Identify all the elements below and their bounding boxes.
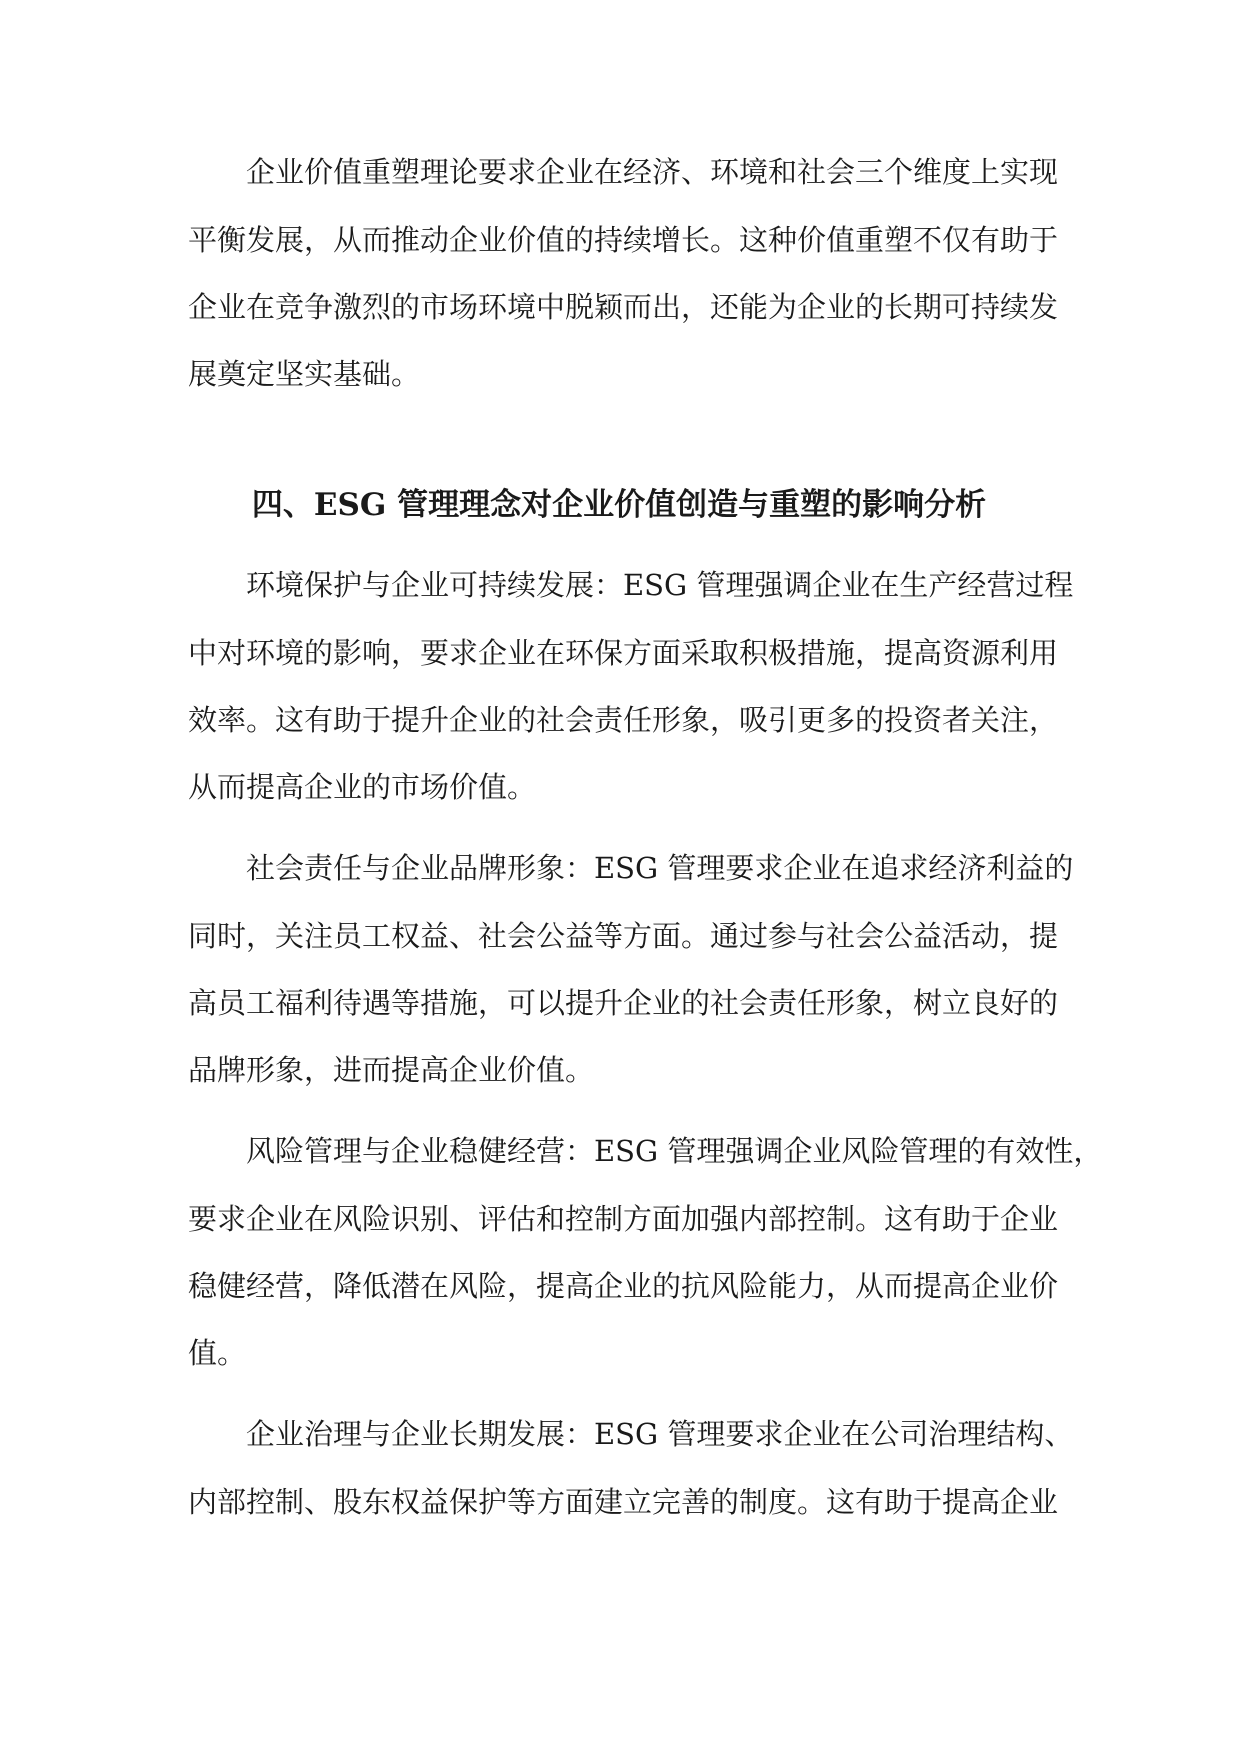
paragraph-1-line-2: 平衡发展，从而推动企业价值的持续增长。这种价值重塑不仅有助于 [188, 223, 1059, 257]
paragraph-2-line-1: 环境保护与企业可持续发展：ESG 管理强调企业在生产经营过程 [246, 568, 1074, 602]
paragraph-3-line-3: 高员工福利待遇等措施，可以提升企业的社会责任形象，树立良好的 [188, 986, 1059, 1020]
paragraph-2-line-2: 中对环境的影响，要求企业在环保方面采取积极措施，提高资源利用 [188, 636, 1059, 670]
paragraph-4-line-4: 值。 [188, 1336, 247, 1370]
paragraph-2-line-4: 从而提高企业的市场价值。 [188, 770, 537, 804]
paragraph-5-line-2: 内部控制、股东权益保护等方面建立完善的制度。这有助于提高企业 [188, 1485, 1059, 1519]
paragraph-3-line-4: 品牌形象，进而提高企业价值。 [188, 1053, 595, 1087]
paragraph-5-line-1: 企业治理与企业长期发展：ESG 管理要求企业在公司治理结构、 [246, 1417, 1074, 1451]
paragraph-1-line-1: 企业价值重塑理论要求企业在经济、环境和社会三个维度上实现 [246, 155, 1059, 189]
paragraph-1-line-3: 企业在竞争激烈的市场环境中脱颖而出，还能为企业的长期可持续发 [188, 290, 1059, 324]
paragraph-2-line-3: 效率。这有助于提升企业的社会责任形象，吸引更多的投资者关注， [188, 703, 1059, 737]
paragraph-4-line-2: 要求企业在风险识别、评估和控制方面加强内部控制。这有助于企业 [188, 1202, 1059, 1236]
paragraph-3-line-1: 社会责任与企业品牌形象：ESG 管理要求企业在追求经济利益的 [246, 851, 1074, 885]
paragraph-3-line-2: 同时，关注员工权益、社会公益等方面。通过参与社会公益活动，提 [188, 919, 1059, 953]
paragraph-1-line-4: 展奠定坚实基础。 [188, 357, 421, 391]
paragraph-4-line-3: 稳健经营，降低潜在风险，提高企业的抗风险能力，从而提高企业价 [188, 1269, 1059, 1303]
paragraph-4-line-1: 风险管理与企业稳健经营：ESG 管理强调企业风险管理的有效性， [246, 1134, 1103, 1168]
section-heading: 四、ESG 管理理念对企业价值创造与重塑的影响分析 [251, 487, 987, 523]
